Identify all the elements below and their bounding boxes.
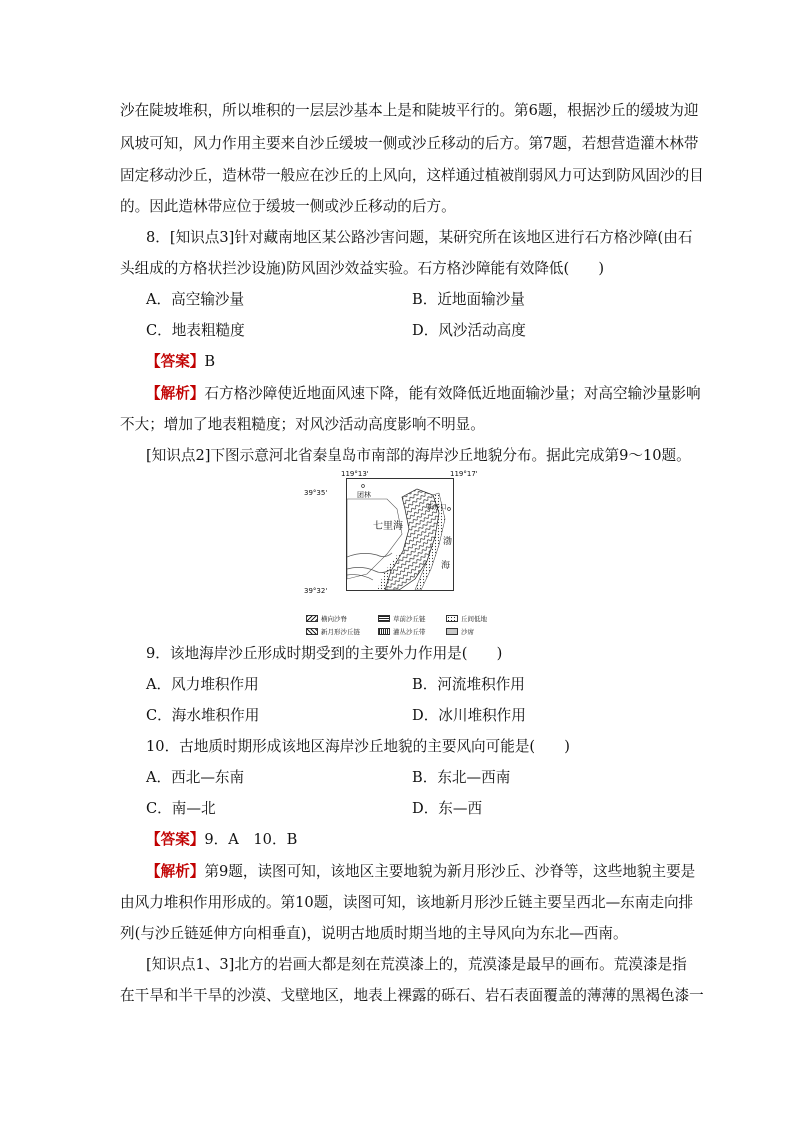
option-8-c: C．地表粗糙度 xyxy=(146,322,245,339)
option-8-d: D．风沙活动高度 xyxy=(412,322,526,339)
answer-value: B xyxy=(204,353,216,370)
option-10-b: B．东北—西南 xyxy=(412,769,511,786)
map-frame xyxy=(346,478,454,591)
option-8-b: B．近地面输沙量 xyxy=(412,291,525,308)
legend-item: 横向沙脊 xyxy=(306,614,347,623)
question-8-stem: 头组成的方格状拦沙设施)防风固沙效益实验。石方格沙障能有效降低( ) xyxy=(120,260,605,277)
option-9-a: A．风力堆积作用 xyxy=(146,676,259,693)
question-9-stem: 9．该地海岸沙丘形成时期受到的主要外力作用是( ) xyxy=(146,645,503,662)
answer-tag: 【答案】 xyxy=(146,831,205,848)
option-10-c: C．南—北 xyxy=(146,800,216,817)
map-lon-left: 119°13' xyxy=(341,470,369,478)
map-port-label: 新开口 xyxy=(427,503,447,511)
analysis-tag: 【解析】 xyxy=(146,863,205,880)
map-legend xyxy=(306,612,496,640)
text-line: [知识点1、3]北方的岩画大都是刻在荒漠漆上的，荒漠漆是最早的画布。荒漠漆是指 xyxy=(146,956,687,973)
question-8-stem: 8．[知识点3]针对藏南地区某公路沙害问题，某研究所在该地区进行石方格沙障(由石 xyxy=(146,229,693,246)
answer-8 xyxy=(146,352,215,372)
legend-swatch xyxy=(378,628,390,635)
answer-value: 9．A 10．B xyxy=(204,831,298,848)
map-town-label: 团林 xyxy=(357,491,371,499)
text-line: 的。因此造林带应位于缓坡一侧或沙丘移动的后方。 xyxy=(120,198,456,215)
legend-item: 丘间低地 xyxy=(446,614,487,623)
legend-item: 草前沙丘链 xyxy=(378,614,426,623)
map-sea-label-1: 渤 xyxy=(443,537,453,547)
answer-tag: 【答案】 xyxy=(146,353,205,370)
legend-item: 灌丛沙丘带 xyxy=(378,627,426,636)
map-lon-right: 119°17' xyxy=(450,470,478,478)
legend-swatch xyxy=(446,615,458,622)
text-line: 风坡可知，风力作用主要来自沙丘缓坡一侧或沙丘移动的后方。第7题，若想营造灌木林带 xyxy=(120,135,699,152)
option-9-c: C．海水堆积作用 xyxy=(146,707,260,724)
map-intro: [知识点2]下图示意河北省秦皇岛市南部的海岸沙丘地貌分布。据此完成第9～10题。 xyxy=(146,447,691,464)
analysis-text: 第9题，读图可知，该地区主要地貌为新月形沙丘、沙脊等，这些地貌主要是 xyxy=(204,863,696,880)
analysis-tag: 【解析】 xyxy=(146,385,205,402)
analysis-8 xyxy=(146,384,701,404)
text-line: 在干旱和半干旱的沙漠、戈壁地区，地表上裸露的砾石、岩石表面覆盖的薄薄的黑褐色漆一 xyxy=(120,987,704,1004)
analysis-text: 石方格沙障使近地面风速下降，能有效降低近地面输沙量；对高空输沙量影响 xyxy=(204,385,701,402)
answer-9-10 xyxy=(146,830,297,850)
legend-swatch xyxy=(306,628,318,635)
legend-swatch xyxy=(378,615,390,622)
legend-item: 新月形沙丘链 xyxy=(306,627,360,636)
analysis-9-10-cont: 由风力堆积作用形成的。第10题，读图可知，该地新月形沙丘链主要呈西北—东南走向排 xyxy=(120,894,694,911)
option-8-a: A．高空输沙量 xyxy=(146,291,245,308)
map-sea-label-2: 海 xyxy=(441,561,451,571)
analysis-8-cont: 不大；增加了地表粗糙度；对风沙活动高度影响不明显。 xyxy=(120,416,485,433)
analysis-9-10 xyxy=(146,862,695,882)
legend-swatch xyxy=(446,628,458,635)
option-9-d: D．冰川堆积作用 xyxy=(412,707,526,724)
option-9-b: B．河流堆积作用 xyxy=(412,676,525,693)
text-line: 固定移动沙丘，造林带一般应在沙丘的上风向，这样通过植被削弱风力可达到防风固沙的目 xyxy=(120,167,704,184)
text-line: 沙在陡坡堆积，所以堆积的一层层沙基本上是和陡坡平行的。第6题，根据沙丘的缓坡为迎 xyxy=(120,102,699,119)
legend-swatch xyxy=(306,615,318,622)
option-10-a: A．西北—东南 xyxy=(146,769,245,786)
question-10-stem: 10．古地质时期形成该地区海岸沙丘地貌的主要风向可能是( ) xyxy=(146,738,570,755)
option-10-d: D．东—西 xyxy=(412,800,483,817)
map-lagoon-label: 七里海 xyxy=(373,521,403,532)
analysis-9-10-cont: 列(与沙丘链延伸方向相垂直)，说明古地质时期当地的主导风向为东北—西南。 xyxy=(120,925,628,942)
map-lat-bottom: 39°32' xyxy=(304,587,328,595)
map-lat-top: 39°35' xyxy=(304,489,328,497)
legend-item: 沙席 xyxy=(446,627,474,636)
